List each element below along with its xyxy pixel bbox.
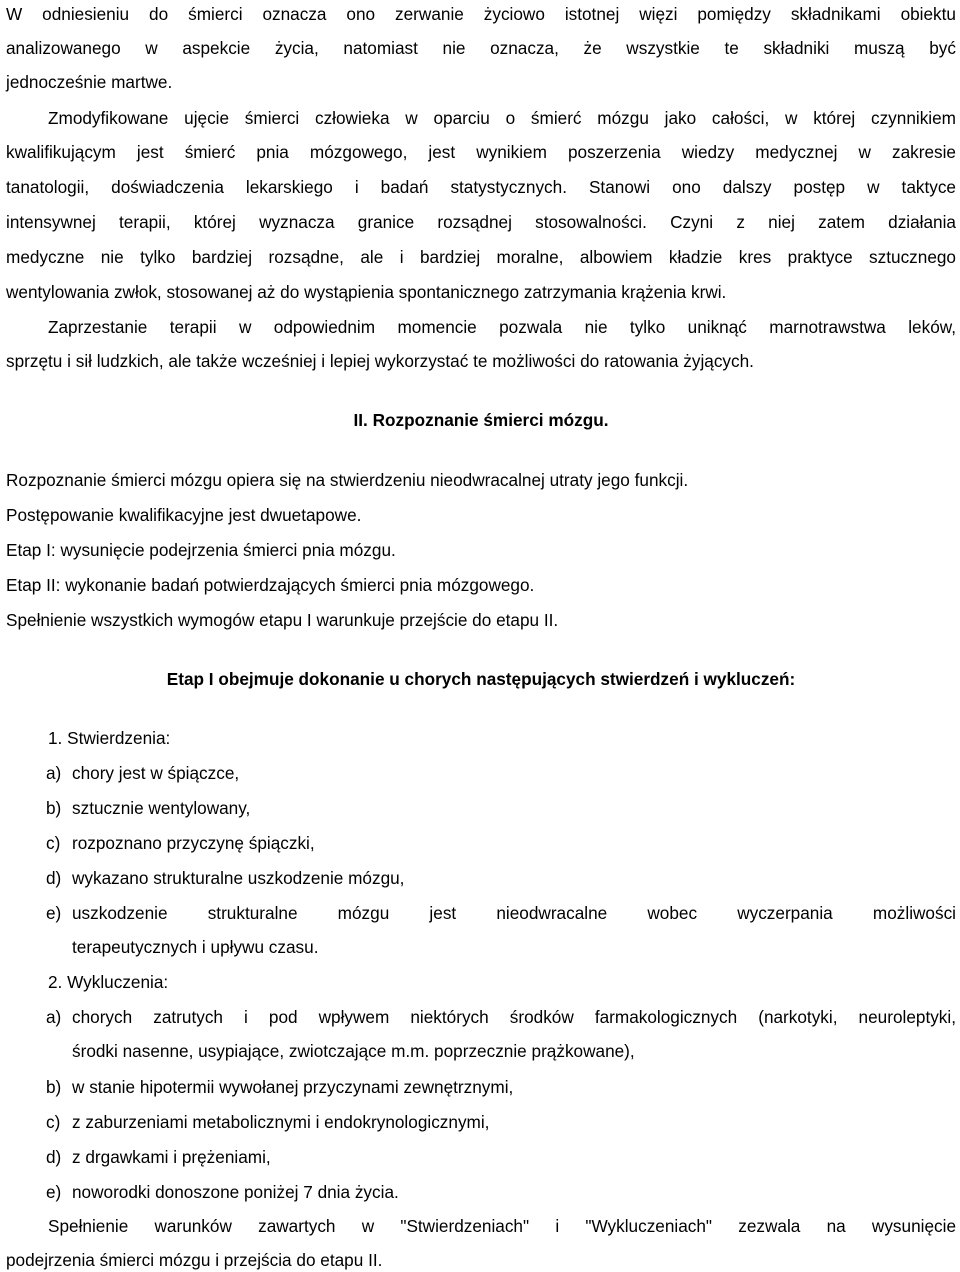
list-item-label: b) <box>46 798 62 818</box>
list-item-label: a) <box>46 763 62 783</box>
list-item-text-continued: środki nasenne, usypiające, zwiotczające m.m. poprzecznie prążkowane), <box>72 1041 635 1061</box>
intro-line-4: Etap II: wykonanie badań potwierdzających śmierci pnia mózgowego. <box>6 575 535 595</box>
section-heading: II. Rozpoznanie śmierci mózgu. <box>353 410 609 430</box>
paragraph-3-line-2: sprzętu i sił ludzkich, ale także wcześniej i lepiej wykorzystać te możliwości do ratowania żyjących. <box>6 351 754 371</box>
list-item <box>46 1180 956 1204</box>
list-item <box>46 901 956 959</box>
list-item-text: z drgawkami i prężeniami, <box>72 1147 271 1167</box>
list-item <box>46 796 956 820</box>
paragraph-3-line-1: Zaprzestanie terapii w odpowiednim momencie pozwala nie tylko uniknąć marnotrawstwa leków, <box>48 317 956 337</box>
list-item <box>46 1005 956 1063</box>
list-item-label: c) <box>46 833 61 853</box>
subheading: Etap I obejmuje dokonanie u chorych następujących stwierdzeń i wykluczeń: <box>166 669 796 689</box>
list-item-text: w stanie hipotermii wywołanej przyczynami zewnętrznymi, <box>72 1077 514 1097</box>
list-item-text: rozpoznano przyczynę śpiączki, <box>72 833 315 853</box>
intro-line-1: Rozpoznanie śmierci mózgu opiera się na stwierdzeniu nieodwracalnej utraty jego funkcji. <box>6 470 689 490</box>
list-item-label: c) <box>46 1112 61 1132</box>
list-item-text: z zaburzeniami metabolicznymi i endokrynologicznymi, <box>72 1112 490 1132</box>
list-item-text: chorych zatrutych i pod wpływem niektórych środków farmakologicznych (narkotyki, neuroleptyki, <box>72 1007 956 1027</box>
paragraph-2-line-1: Zmodyfikowane ujęcie śmierci człowieka w oparciu o śmierć mózgu jako całości, w której czynnikiem <box>48 108 956 128</box>
paragraph-1-line-2: analizowanego w aspekcie życia, natomiast nie oznacza, że wszystkie te składniki muszą być <box>6 38 956 58</box>
paragraph-2-line-2: kwalifikującym jest śmierć pnia mózgowego, jest wynikiem poszerzenia wiedzy medycznej w zakresie <box>6 142 956 162</box>
intro-line-2: Postępowanie kwalifikacyjne jest dwuetapowe. <box>6 505 362 525</box>
intro-line-5: Spełnienie wszystkich wymogów etapu I warunkuje przejście do etapu II. <box>6 610 559 630</box>
paragraph-2-line-5: medyczne nie tylko bardziej rozsądne, ale i bardziej moralne, albowiem kładzie kres praktyce sztucznego <box>6 247 956 267</box>
list-item-text: chory jest w śpiączce, <box>72 763 240 783</box>
paragraph-2-line-6: wentylowania zwłok, stosowanej aż do wystąpienia spontanicznego zatrzymania krążenia krwi. <box>6 282 727 302</box>
list-item <box>46 866 956 890</box>
list-item-text: noworodki donoszone poniżej 7 dnia życia. <box>72 1182 399 1202</box>
closing-line-1: Spełnienie warunków zawartych w "Stwierdzeniach" i "Wykluczeniach" zezwala na wysunięcie <box>48 1216 956 1236</box>
list-item-label: d) <box>46 1147 62 1167</box>
list-item-label: e) <box>46 1182 62 1202</box>
list-item-label: a) <box>46 1007 62 1027</box>
list-item <box>46 1110 956 1134</box>
list-item-label: d) <box>46 868 62 888</box>
paragraph-2-line-3: tanatologii, doświadczenia lekarskiego i badań statystycznych. Stanowi ono dalszy postęp w taktyce <box>6 177 956 197</box>
paragraph-2-line-4: intensywnej terapii, której wyznacza granice rozsądnej stosowalności. Czyni z niej zatem działania <box>6 212 956 232</box>
list-item-text: uszkodzenie strukturalne mózgu jest nieodwracalne wobec wyczerpania możliwości <box>72 903 956 923</box>
list-item-label: b) <box>46 1077 62 1097</box>
list-item <box>46 1145 956 1169</box>
list-item <box>46 1075 956 1099</box>
list-item <box>46 831 956 855</box>
list-item <box>46 761 956 785</box>
closing-line-2: podejrzenia śmierci mózgu i przejścia do etapu II. <box>6 1250 383 1270</box>
list-item-text: wykazano strukturalne uszkodzenie mózgu, <box>72 868 405 888</box>
list-item-text-continued: terapeutycznych i upływu czasu. <box>72 937 319 957</box>
paragraph-1-line-3: jednocześnie martwe. <box>6 72 173 92</box>
list-2-title: 2. Wykluczenia: <box>48 972 169 992</box>
list-item-text: sztucznie wentylowany, <box>72 798 251 818</box>
list-1-title: 1. Stwierdzenia: <box>48 728 171 748</box>
list-item-label: e) <box>46 903 62 923</box>
paragraph-1-line-1: W odniesieniu do śmierci oznacza ono zerwanie życiowo istotnej więzi pomiędzy składnikami obiektu <box>6 4 956 24</box>
intro-line-3: Etap I: wysunięcie podejrzenia śmierci pnia mózgu. <box>6 540 396 560</box>
